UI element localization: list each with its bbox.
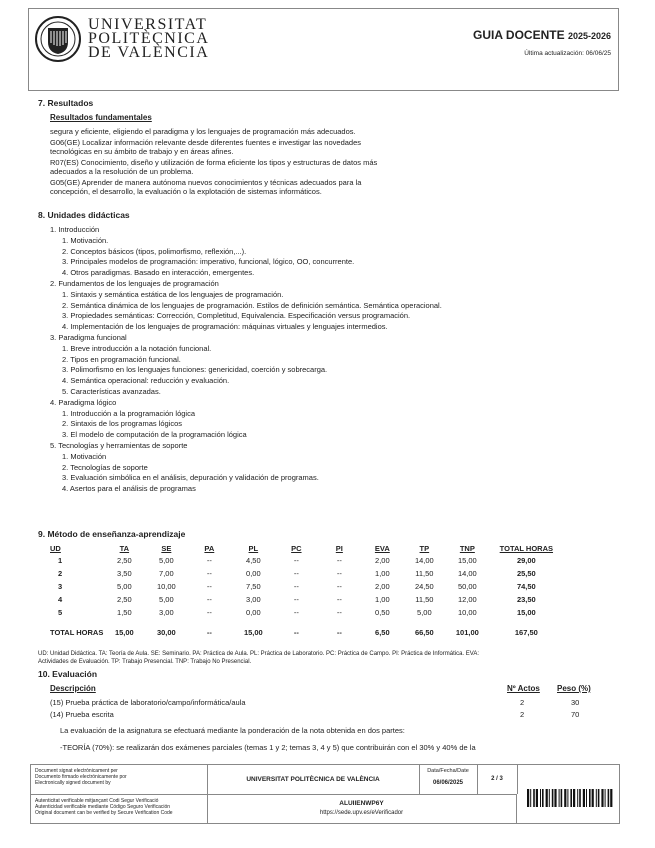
total-row — [50, 619, 563, 637]
unit-item: 3. Principales modelos de programación: imperativo, funcional, lógico, OO, concurrente. — [62, 257, 355, 267]
table-cell: 15,00 — [457, 556, 477, 565]
eval-row-acts: 2 — [520, 698, 525, 707]
verification-code: ALUIIENWP6Y — [339, 800, 384, 807]
doc-title: GUIA DOCENTE 2025-2026 — [473, 28, 611, 42]
col-header: PC — [291, 543, 302, 553]
section-7-title: 7. Resultados — [38, 98, 94, 108]
unit-item: 3. Evaluación simbólica en el análisis, depuración y validación de programas. — [62, 473, 319, 483]
table-cell: 4 — [58, 595, 63, 604]
table-cell: 66,50 — [414, 628, 434, 637]
table-row — [50, 606, 563, 619]
eval-row-desc: (15) Prueba práctica de laboratorio/campo/informática/aula — [50, 698, 246, 707]
table-cell: 5,00 — [417, 608, 432, 617]
table-cell: 23,50 — [516, 595, 536, 604]
table-cell: 5,00 — [159, 595, 174, 604]
col-header: UD — [50, 543, 61, 553]
section-9-title: 9. Método de enseñanza-aprendizaje — [38, 529, 186, 539]
table-row — [50, 580, 563, 593]
table-cell: 29,00 — [516, 556, 536, 565]
table-cell: 3,50 — [117, 569, 132, 578]
unit-item: 4. Otros paradigmas. Basado en interacción, emergentes. — [62, 268, 255, 278]
unit-item: 2. Tipos en programación funcional. — [62, 354, 181, 364]
table-cell: 0,50 — [375, 608, 390, 617]
col-header: EVA — [374, 543, 390, 553]
col-header: TA — [119, 543, 130, 553]
unit-item: 2. Sintaxis de los programas lógicos — [62, 419, 183, 429]
table-cell: 1,00 — [375, 595, 390, 604]
col-header: SE — [161, 543, 172, 553]
table-cell: 3 — [58, 582, 63, 591]
col-header: PA — [204, 543, 215, 553]
table-cell: -- — [206, 595, 212, 604]
page-number: 2 / 3 — [491, 776, 503, 782]
table-cell: 4,50 — [246, 556, 261, 565]
table-cell: -- — [293, 595, 299, 604]
table-cell: -- — [336, 582, 342, 591]
unit-item: 2. Conceptos básicos (tipos, polimorfismo, reflexión,...). — [62, 246, 247, 256]
table-cell: 0,00 — [246, 569, 261, 578]
table-cell: -- — [293, 556, 299, 565]
table-cell: -- — [293, 569, 299, 578]
section-8-title: 8. Unidades didácticas — [38, 210, 130, 220]
table-cell: 30,00 — [156, 628, 176, 637]
unit-title: 5. Tecnologías y herramientas de soporte — [50, 441, 188, 450]
table-cell: 3,00 — [246, 595, 261, 604]
table-cell: -- — [336, 569, 342, 578]
table-cell: 3,00 — [159, 608, 174, 617]
unit-item: 3. Polimorfismo en los lenguajes funciones: genericidad, coerción y sobrecarga. — [62, 365, 328, 375]
verification-text: Autenticitat verificable mitjançant Codi Segur Verificació Autenticidad verificable mediante Código Seguro Verificación Original document can be verified by Secure Verification Code — [35, 798, 173, 816]
table-cell: -- — [206, 556, 212, 565]
col-header: TP — [419, 543, 430, 553]
signed-by-text: Document signat electrònicament per Documento firmado electrónicamente por Electronically signed document by — [35, 768, 127, 786]
col-header: TNP — [459, 543, 475, 553]
table-cell: 25,50 — [516, 569, 536, 578]
verification-url[interactable]: https://sede.upv.es/eVerificador — [319, 810, 404, 816]
unit-item: 4. Implementación de los lenguajes de programación: máquinas virtuales y lenguajes intermedios. — [62, 322, 388, 332]
table-cell: 2,50 — [117, 556, 132, 565]
section-10-title: 10. Evaluación — [38, 669, 98, 679]
upv-seal-logo — [34, 14, 82, 64]
table-cell: -- — [336, 608, 342, 617]
table-cell: -- — [336, 556, 342, 565]
table-cell: 12,00 — [457, 595, 477, 604]
col-header: PI — [335, 543, 343, 553]
unit-item: 4. Semántica operacional: reducción y evaluación. — [62, 376, 230, 386]
table-cell: -- — [336, 628, 342, 637]
table-cell: 15,00 — [516, 608, 536, 617]
table-cell: -- — [293, 582, 299, 591]
table-cell: 101,00 — [455, 628, 479, 637]
signer-name: UNIVERSITAT POLITÈCNICA DE VALÈNCIA — [246, 776, 380, 783]
table-cell: -- — [206, 569, 212, 578]
unit-title: 1. Introducción — [50, 225, 100, 234]
table-cell: -- — [206, 628, 212, 637]
table-cell: 11,50 — [415, 569, 434, 578]
table-cell: 15,00 — [114, 628, 134, 637]
table-cell: -- — [293, 608, 299, 617]
unit-item: 5. Características avanzadas. — [62, 387, 161, 396]
unit-item: 1. Sintaxis y semántica estática de los lenguajes de programación. — [62, 289, 284, 299]
eval-paragraph: -TEORÍA (70%): se realizarán dos exámenes parciales (temas 1 y 2; temas 3, 4 y 5) que contribuirán con el 30% y 40% de la — [60, 743, 476, 752]
table-row — [50, 593, 563, 606]
unit-item: 3. El modelo de computación de la programación lógica — [62, 430, 247, 440]
eval-row-weight: 70 — [571, 710, 580, 719]
table-cell: 10,00 — [156, 582, 176, 591]
table-cell: TOTAL HORAS — [50, 628, 104, 637]
table-row — [50, 554, 563, 567]
table-cell: 14,00 — [457, 569, 477, 578]
eval-row-desc: (14) Prueba escrita — [50, 710, 114, 719]
table-cell: -- — [293, 628, 299, 637]
table-cell: 2,00 — [375, 582, 390, 591]
unit-title: 3. Paradigma funcional — [50, 333, 127, 342]
unit-item: 1. Breve introducción a la notación funcional. — [62, 343, 212, 353]
table-cell: 167,50 — [514, 628, 538, 637]
eval-row-weight: 30 — [571, 698, 580, 707]
table-cell: 11,50 — [415, 595, 434, 604]
unit-item: 1. Motivación. — [62, 235, 109, 245]
unit-item: 2. Tecnologías de soporte — [62, 462, 148, 472]
table-cell: 10,00 — [457, 608, 477, 617]
table-cell: 2,50 — [117, 595, 132, 604]
table-cell: 14,00 — [414, 556, 434, 565]
table-cell: -- — [336, 595, 342, 604]
table-cell: 5,00 — [117, 582, 132, 591]
eval-row-acts: 2 — [520, 710, 525, 719]
results-list: segura y eficiente, eligiendo el paradigma y los lenguajes de programación más adecuados. G06(GE) Localizar información relevante desde diferentes fuentes e investigar las novedades tecnológicas en su ámbito de trabajo y en áreas afines. R07(ES) Conocimiento, diseño y utilización de forma eficiente los tipos y estructuras de datos más adecuados a la resolución de un problema. G05(GE) Aprender de manera autónoma nuevos conocimientos y técnicas adecuados para la concepción, el desarrollo, la evaluación o la explotación de sistemas informáticos. — [50, 127, 378, 196]
university-name: UNIVERSITAT POLITÈCNICA DE VALÈNCIA — [88, 16, 210, 61]
table-cell: 24,50 — [414, 582, 434, 591]
table-cell: 1,50 — [117, 608, 132, 617]
table-cell: 50,00 — [457, 582, 477, 591]
unit-item: 3. Propiedades semánticas: Corrección, Completitud, Equivalencia. Especificación versus programación. — [62, 311, 411, 321]
eval-paragraph: La evaluación de la asignatura se efectuará mediante la ponderación de la nota obtenida en dos partes: — [60, 726, 405, 735]
table-cell: 7,00 — [159, 569, 174, 578]
table-cell: 2,00 — [375, 556, 390, 565]
unit-item: 2. Semántica dinámica de los lenguajes de programación. Estilos de definición semántica. Semántica operacional. — [62, 300, 442, 310]
table-cell: 0,00 — [246, 608, 261, 617]
table-cell: 6,50 — [375, 628, 390, 637]
hours-table — [50, 542, 563, 637]
eval-col-weight: Peso (%) — [557, 684, 591, 693]
table-cell: 5,00 — [159, 556, 174, 565]
table-cell: -- — [206, 608, 212, 617]
table-cell: 74,50 — [516, 582, 536, 591]
table-legend: UD: Unidad Didáctica. TA: Teoría de Aula. SE: Seminario. PA: Práctica de Aula. PL: Práctica de Laboratorio. PC: Práctica de Campo. PI: Práctica de Informática. EVA: Actividades de Evaluación. TP: Trabajo Presencial. TNP: Trabajo No Presencial. — [38, 651, 479, 665]
last-updated: Última actualización: 06/06/25 — [524, 50, 611, 57]
barcode-icon — [527, 789, 615, 807]
unit-item: 1. Motivación — [62, 451, 107, 461]
unit-title: 2. Fundamentos de los lenguajes de programación — [50, 279, 219, 288]
table-cell: 5 — [58, 608, 63, 617]
sign-date: 06/06/2025 — [432, 780, 464, 786]
table-cell: 15,00 — [243, 628, 263, 637]
eval-col-acts: Nº Actos — [507, 684, 540, 693]
col-header: PL — [248, 543, 259, 553]
table-row — [50, 567, 563, 580]
col-header: TOTAL HORAS — [499, 543, 554, 553]
section-7-subtitle: Resultados fundamentales — [50, 113, 152, 122]
table-cell: 2 — [58, 569, 63, 578]
signature-footer: Document signat electrònicament per Documento firmado electrónicamente por Electronically signed document by UNIVERSITAT POLITÈCNICA DE VALÈNCIA Data/Fecha/Date 06/06/2025 2 / 3 Autenticitat verificable mitjançant Codi Segur Verificació Autenticidad verificable mediante Código Seguro Verificación Original document can be verified by Secure Verification Code ALUIIENWP6Y https://sede.upv.es/eVerificador — [30, 764, 620, 824]
table-cell: 1,00 — [375, 569, 390, 578]
table-cell: 1 — [58, 556, 63, 565]
eval-col-desc: Descripción — [50, 684, 96, 693]
unit-title: 4. Paradigma lógico — [50, 397, 117, 407]
table-cell: -- — [206, 582, 212, 591]
table-cell: 7,50 — [246, 582, 261, 591]
unit-item: 1. Introducción a la programación lógica — [62, 408, 195, 418]
unit-item: 4. Asertos para el análisis de programas — [62, 484, 196, 494]
